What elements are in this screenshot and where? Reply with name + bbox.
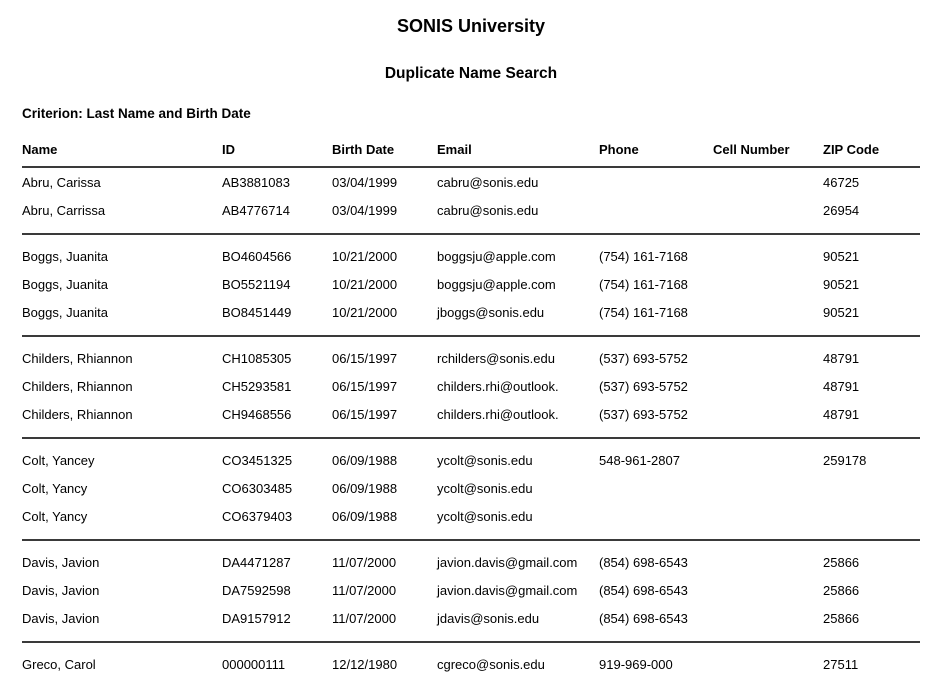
cell-zip: 25866 — [823, 610, 860, 626]
column-header: Phone — [599, 130, 713, 167]
cell-birth-date: 06/15/1997 — [332, 406, 398, 422]
cell-id: BO5521194 — [222, 276, 291, 292]
group-separator-line — [22, 437, 920, 439]
cell-zip — [823, 502, 920, 530]
cell-phone: (537) 693-5752 — [599, 350, 688, 366]
cell-zip: 48791 — [823, 406, 860, 422]
cell-email: ycolt@sonis.edu — [437, 452, 533, 468]
cell-birth-date: 06/09/1988 — [332, 452, 398, 468]
cell-phone: (854) 698-6543 — [599, 610, 688, 626]
cell-birth-date: 10/21/2000 — [332, 248, 398, 264]
cell-cell-number — [713, 502, 823, 530]
table-row — [22, 502, 920, 530]
cell-zip: 25866 — [823, 582, 860, 598]
cell-phone: (754) 161-7168 — [599, 248, 688, 264]
group-separator-line — [22, 539, 920, 541]
table-row — [22, 650, 920, 678]
cell-cell-number — [713, 372, 823, 400]
cell-zip: 48791 — [823, 350, 860, 366]
cell-birth-date: 03/04/1999 — [332, 174, 398, 190]
cell-name: Colt, Yancy — [22, 480, 88, 496]
cell-birth-date: 06/15/1997 — [332, 378, 398, 394]
cell-zip — [823, 474, 920, 502]
column-header: Name — [22, 130, 222, 167]
cell-cell-number — [713, 167, 823, 196]
group-separator — [22, 224, 920, 242]
cell-name: Childers, Rhiannon — [22, 350, 133, 366]
cell-birth-date: 11/07/2000 — [332, 610, 397, 626]
cell-email: ycolt@sonis.edu — [437, 480, 533, 496]
cell-cell-number — [713, 270, 823, 298]
cell-id: CO6379403 — [222, 508, 293, 524]
cell-email: cabru@sonis.edu — [437, 174, 539, 190]
column-header: Email — [437, 130, 599, 167]
cell-id: 000000111 — [222, 656, 286, 672]
cell-id: CH5293581 — [222, 378, 292, 394]
cell-phone: 548-961-2807 — [599, 452, 680, 468]
column-header: Cell Number — [713, 130, 823, 167]
table-row — [22, 270, 920, 298]
table-row — [22, 400, 920, 428]
cell-id: AB4776714 — [222, 202, 290, 218]
table-row — [22, 242, 920, 270]
cell-phone — [599, 196, 713, 224]
cell-zip: 90521 — [823, 276, 860, 292]
cell-email: cgreco@sonis.edu — [437, 656, 545, 672]
cell-phone — [599, 474, 713, 502]
column-header: Birth Date — [332, 130, 437, 167]
cell-phone: (854) 698-6543 — [599, 554, 688, 570]
cell-email: ycolt@sonis.edu — [437, 508, 533, 524]
page-title: SONIS University — [396, 16, 546, 36]
group-separator-cell — [22, 530, 920, 548]
cell-zip: 46725 — [823, 174, 860, 190]
cell-name: Childers, Rhiannon — [22, 378, 133, 394]
criterion-label: Criterion: Last Name and Birth Date — [22, 106, 251, 121]
table-row — [22, 576, 920, 604]
cell-email: boggsju@apple.com — [437, 276, 556, 292]
group-separator-line — [22, 233, 920, 235]
cell-name: Abru, Carrissa — [22, 202, 106, 218]
cell-cell-number — [713, 446, 823, 474]
group-separator-line — [22, 641, 920, 643]
table-header-row — [22, 130, 920, 167]
table-row — [22, 446, 920, 474]
cell-name: Boggs, Juanita — [22, 304, 109, 320]
group-separator-line — [22, 335, 920, 337]
column-header: ID — [222, 130, 332, 167]
cell-email: childers.rhi@outlook. — [437, 406, 559, 422]
cell-cell-number — [713, 548, 823, 576]
cell-birth-date: 10/21/2000 — [332, 304, 398, 320]
column-header: ZIP Code — [823, 130, 920, 167]
cell-id: CO6303485 — [222, 480, 293, 496]
group-separator-cell — [22, 224, 920, 242]
cell-phone: 919-969-000 — [599, 656, 673, 672]
group-separator-cell — [22, 428, 920, 446]
table-row — [22, 167, 920, 196]
group-separator-cell — [22, 326, 920, 344]
cell-id: CO3451325 — [222, 452, 293, 468]
cell-zip: 48791 — [823, 378, 860, 394]
cell-id: CH1085305 — [222, 350, 292, 366]
cell-cell-number — [713, 576, 823, 604]
duplicate-name-table — [22, 130, 920, 678]
cell-email: javion.davis@gmail.com — [437, 582, 578, 598]
cell-cell-number — [713, 604, 823, 632]
cell-name: Abru, Carissa — [22, 174, 101, 190]
cell-cell-number — [713, 196, 823, 224]
group-separator — [22, 326, 920, 344]
cell-cell-number — [713, 242, 823, 270]
cell-zip: 90521 — [823, 304, 860, 320]
cell-phone: (754) 161-7168 — [599, 304, 688, 320]
group-separator — [22, 428, 920, 446]
table-row — [22, 548, 920, 576]
cell-cell-number — [713, 650, 823, 678]
cell-birth-date: 03/04/1999 — [332, 202, 398, 218]
cell-id: BO4604566 — [222, 248, 292, 264]
cell-zip: 27511 — [823, 656, 859, 672]
cell-phone — [599, 167, 713, 196]
table-row — [22, 196, 920, 224]
cell-birth-date: 11/07/2000 — [332, 582, 397, 598]
table-row — [22, 344, 920, 372]
cell-email: javion.davis@gmail.com — [437, 554, 578, 570]
cell-zip: 259178 — [823, 452, 867, 468]
cell-id: DA9157912 — [222, 610, 291, 626]
cell-name: Colt, Yancy — [22, 508, 88, 524]
cell-phone: (754) 161-7168 — [599, 276, 688, 292]
cell-email: rchilders@sonis.edu — [437, 350, 555, 366]
cell-name: Childers, Rhiannon — [22, 406, 133, 422]
cell-cell-number — [713, 474, 823, 502]
group-separator — [22, 530, 920, 548]
cell-id: AB3881083 — [222, 174, 290, 190]
cell-phone: (537) 693-5752 — [599, 406, 688, 422]
cell-birth-date: 10/21/2000 — [332, 276, 398, 292]
cell-name: Davis, Javion — [22, 554, 100, 570]
cell-email: childers.rhi@outlook. — [437, 378, 559, 394]
cell-phone — [599, 502, 713, 530]
cell-id: CH9468556 — [222, 406, 292, 422]
table-row — [22, 298, 920, 326]
cell-email: jdavis@sonis.edu — [437, 610, 540, 626]
cell-phone: (537) 693-5752 — [599, 378, 688, 394]
cell-cell-number — [713, 344, 823, 372]
cell-cell-number — [713, 400, 823, 428]
cell-id: DA7592598 — [222, 582, 291, 598]
cell-email: boggsju@apple.com — [437, 248, 556, 264]
cell-id: BO8451449 — [222, 304, 292, 320]
cell-birth-date: 06/09/1988 — [332, 480, 398, 496]
cell-email: jboggs@sonis.edu — [437, 304, 545, 320]
cell-name: Davis, Javion — [22, 582, 100, 598]
cell-name: Greco, Carol — [22, 656, 96, 672]
table-body — [22, 167, 920, 678]
cell-zip: 25866 — [823, 554, 860, 570]
table-row — [22, 474, 920, 502]
cell-name: Colt, Yancey — [22, 452, 95, 468]
table-row — [22, 604, 920, 632]
cell-birth-date: 11/07/2000 — [332, 554, 397, 570]
cell-id: DA4471287 — [222, 554, 291, 570]
report-subtitle: Duplicate Name Search — [384, 65, 558, 82]
cell-phone: (854) 698-6543 — [599, 582, 688, 598]
group-separator-cell — [22, 632, 920, 650]
cell-name: Davis, Javion — [22, 610, 100, 626]
group-separator — [22, 632, 920, 650]
cell-birth-date: 06/09/1988 — [332, 508, 398, 524]
cell-name: Boggs, Juanita — [22, 248, 109, 264]
cell-birth-date: 06/15/1997 — [332, 350, 398, 366]
cell-birth-date: 12/12/1980 — [332, 656, 398, 672]
table-row — [22, 372, 920, 400]
cell-name: Boggs, Juanita — [22, 276, 109, 292]
cell-email: cabru@sonis.edu — [437, 202, 539, 218]
cell-zip: 90521 — [823, 248, 860, 264]
cell-cell-number — [713, 298, 823, 326]
cell-zip: 26954 — [823, 202, 860, 218]
